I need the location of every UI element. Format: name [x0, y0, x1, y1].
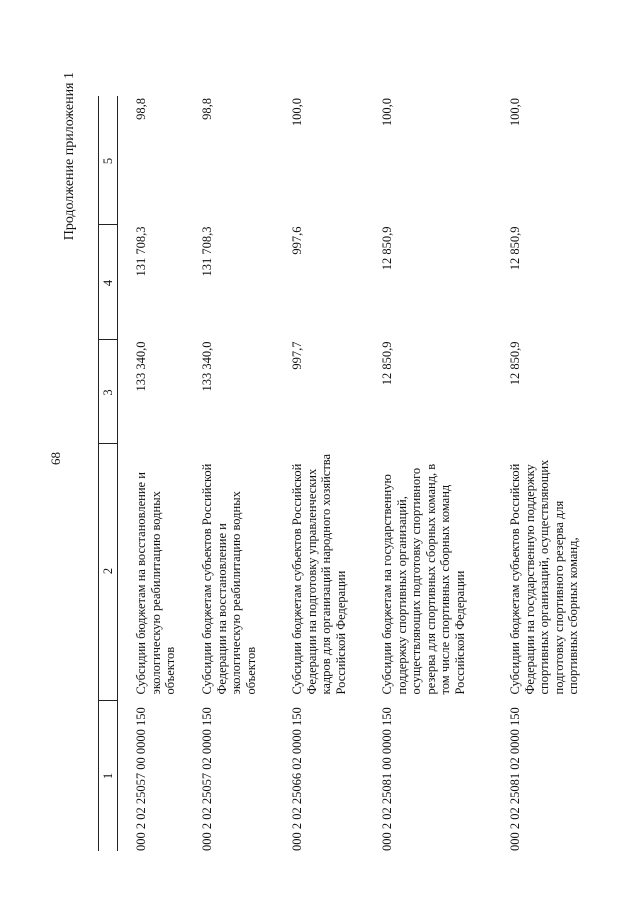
value-cell-col3: 133 340,0: [134, 341, 148, 392]
table-row: [188, 96, 278, 851]
description-cell: Субсидии бюджетам на восстановление и экологическую реабилитацию водных объектов: [134, 472, 177, 695]
value-cell-col5: 98,8: [134, 98, 148, 120]
description-cell: Субсидии бюджетам на государственную поддержку спортивных организаций, осуществляющих подготовку спортивного резерва для спортивных сборных команд, в том числе спортивных сборных команд Российской Федерации: [380, 463, 467, 695]
description-cell: Субсидии бюджетам субъектов Российской Федерации на государственную поддержку спортивных организаций, осуществляющих подготовку спортивного резерва для спортивных сборных команд,: [508, 459, 580, 695]
table-row: [368, 96, 496, 851]
value-cell-col4: 131 708,3: [200, 226, 214, 277]
header-col-1: 1: [99, 701, 118, 852]
value-cell-col4: 997,6: [290, 226, 304, 255]
table-row: [118, 96, 189, 851]
value-cell-col3: 12 850,9: [380, 341, 394, 386]
header-col-4: 4: [99, 225, 118, 340]
code-cell: 000 2 02 25081 02 0000 150: [508, 707, 522, 851]
header-col-3: 3: [99, 340, 118, 444]
value-cell-col4: 12 850,9: [508, 226, 522, 271]
table-row: [496, 96, 618, 851]
value-cell-col5: 100,0: [380, 98, 394, 127]
value-cell-col3: 133 340,0: [200, 341, 214, 392]
value-cell-col3: 997,7: [290, 341, 304, 370]
page-number: 68: [48, 452, 63, 465]
header-col-2: 2: [99, 444, 118, 701]
continuation-caption: Продолжение приложения 1: [62, 72, 77, 241]
code-cell: 000 2 02 25066 02 0000 150: [290, 707, 304, 851]
description-cell: Субсидии бюджетам субъектов Российской Федерации на восстановление и экологическую реабилитацию водных объектов: [200, 463, 258, 695]
header-col-5: 5: [99, 96, 118, 225]
value-cell-col5: 100,0: [508, 98, 522, 127]
value-cell-col4: 131 708,3: [134, 226, 148, 277]
code-cell: 000 2 02 25081 00 0000 150: [380, 707, 394, 851]
code-cell: 000 2 02 25057 02 0000 150: [200, 707, 214, 851]
value-cell-col4: 12 850,9: [380, 226, 394, 271]
code-cell: 000 2 02 25057 00 0000 150: [134, 707, 148, 851]
value-cell-col5: 100,0: [290, 98, 304, 127]
header-row: [99, 96, 118, 851]
value-cell-col5: 98,8: [200, 98, 214, 120]
value-cell-col3: 12 850,9: [508, 341, 522, 386]
table-row: [278, 96, 368, 851]
description-cell: Субсидии бюджетам субъектов Российской Федерации на подготовку управленческих кадров для организаций народного хозяйства Российской Федерации: [290, 453, 348, 695]
data-table: [98, 96, 618, 851]
